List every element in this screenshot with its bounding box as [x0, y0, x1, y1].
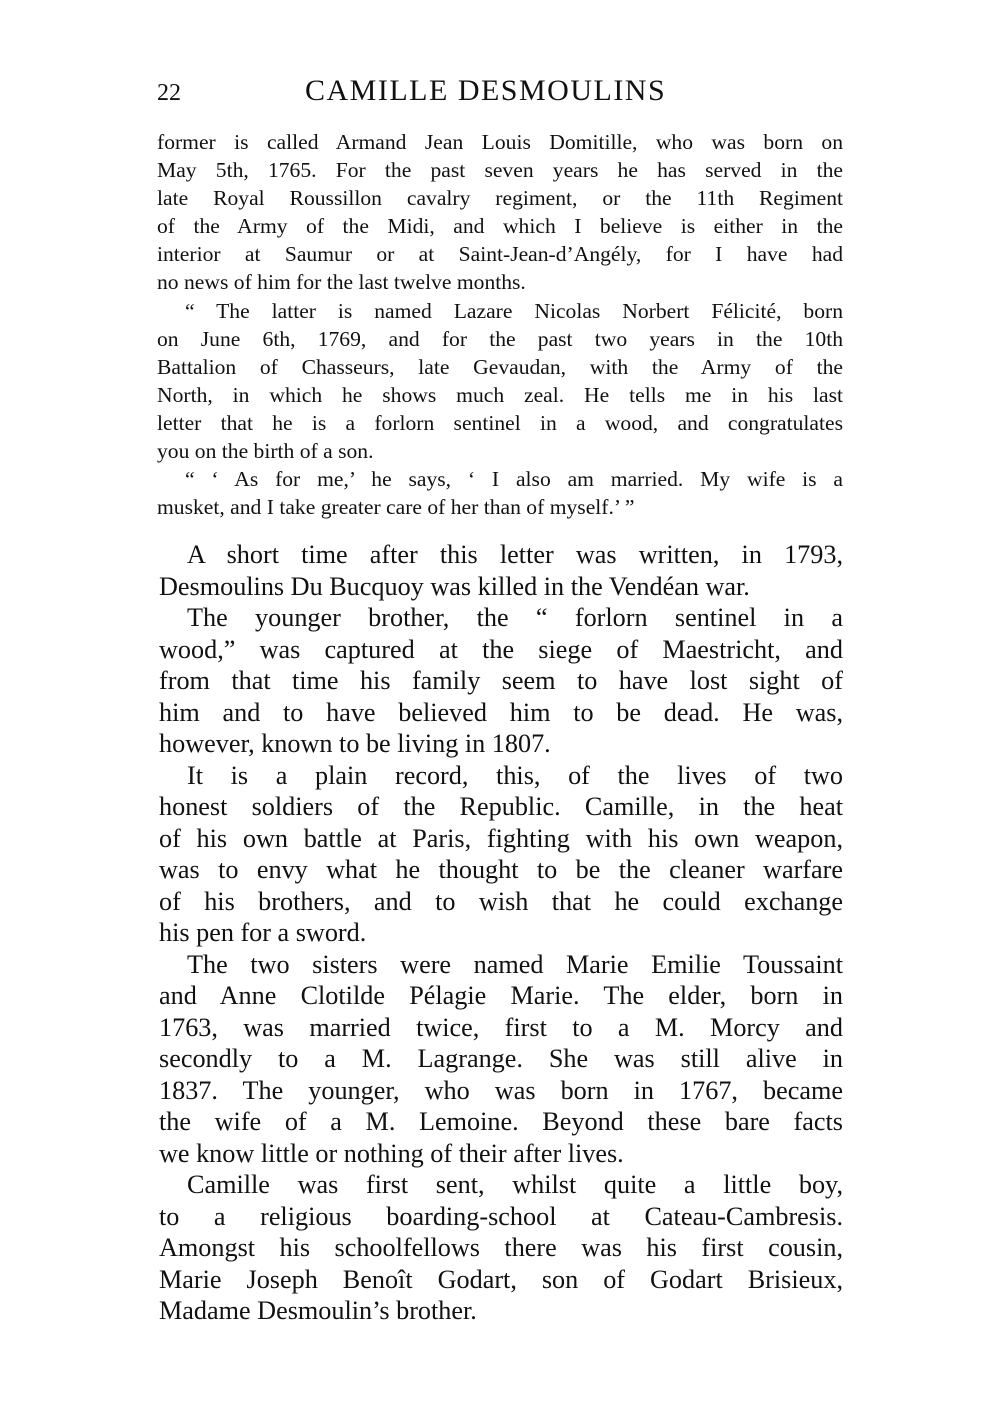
text-line: “ ‘ As for me,’ he says, ‘ I also am married. My wife is a	[185, 467, 843, 492]
text-line: It is a plain record, this, of the lives of two	[187, 760, 843, 790]
text-line: late Royal Roussillon cavalry regiment, or the 11th Regiment	[157, 186, 843, 211]
text-line: of his own battle at Paris, fighting with his own weapon,	[159, 823, 843, 853]
text-line: his pen for a sword.	[159, 918, 367, 947]
text-line: May 5th, 1765. For the past seven years he has served in the	[157, 158, 843, 183]
text-line: was to envy what he thought to be the cleaner warfare	[159, 855, 843, 884]
text-line: the wife of a M. Lemoine. Beyond these bare facts	[159, 1107, 843, 1136]
text-line: A short time after this letter was written, in 1793,	[187, 540, 843, 569]
text-line: Madame Desmoulin’s brother.	[159, 1296, 477, 1325]
text-line: 1837. The younger, who was born in 1767, became	[159, 1075, 843, 1105]
text-line: 1763, was married twice, first to a M. Morcy and	[159, 1012, 843, 1042]
text-line: on June 6th, 1769, and for the past two years in the 10th	[157, 326, 843, 351]
text-line: The two sisters were named Marie Emilie Toussaint	[187, 949, 843, 979]
text-line: to a religious boarding-school at Cateau-Cambresis.	[159, 1201, 843, 1231]
text-line: and Anne Clotilde Pélagie Marie. The elder, born in	[159, 981, 843, 1010]
text-line: from that time his family seem to have lost sight of	[159, 666, 843, 695]
text-line: Battalion of Chasseurs, late Gevaudan, with the Army of the	[157, 354, 843, 379]
text-line: honest soldiers of the Republic. Camille, in the heat	[159, 792, 843, 821]
text-line: Camille was first sent, whilst quite a little boy,	[187, 1170, 843, 1199]
text-line: interior at Saumur or at Saint-Jean-d’Angély, for I have had	[157, 242, 843, 267]
text-line: former is called Armand Jean Louis Domitille, who was born on	[157, 130, 843, 154]
text-line: Amongst his schoolfellows there was his first cousin,	[159, 1233, 843, 1262]
text-line: “ The latter is named Lazare Nicolas Norbert Félicité, born	[185, 298, 843, 323]
text-line: secondly to a M. Lagrange. She was still alive in	[159, 1044, 843, 1073]
page-number: 22	[157, 80, 181, 106]
text-line: North, in which he shows much zeal. He tells me in his last	[157, 382, 843, 407]
body-text	[159, 539, 843, 1327]
text-line: no news of him for the last twelve months.	[157, 270, 526, 295]
running-head	[157, 74, 847, 114]
text-line: The younger brother, the “ forlorn sentinel in a	[187, 603, 843, 632]
text-line: however, known to be living in 1807.	[159, 729, 551, 758]
text-line: letter that he is a forlorn sentinel in a wood, and congratulates	[157, 410, 843, 435]
text-line: of the Army of the Midi, and which I believe is either in the	[157, 214, 843, 239]
text-line: him and to have believed him to be dead. He was,	[159, 697, 843, 727]
text-line: we know little or nothing of their after lives.	[159, 1138, 624, 1168]
text-line: musket, and I take greater care of her than of myself.’ ”	[157, 495, 635, 520]
book-title: CAMILLE DESMOULINS	[305, 74, 667, 107]
text-line: you on the birth of a son.	[157, 439, 374, 464]
text-line: wood,” was captured at the siege of Maestricht, and	[159, 634, 843, 664]
text-line: of his brothers, and to wish that he could exchange	[159, 886, 843, 916]
text-line: Desmoulins Du Bucquoy was killed in the Vendéan war.	[159, 571, 750, 601]
quoted-letter	[157, 128, 843, 521]
text-line: Marie Joseph Benoît Godart, son of Godart Brisieux,	[159, 1264, 843, 1294]
